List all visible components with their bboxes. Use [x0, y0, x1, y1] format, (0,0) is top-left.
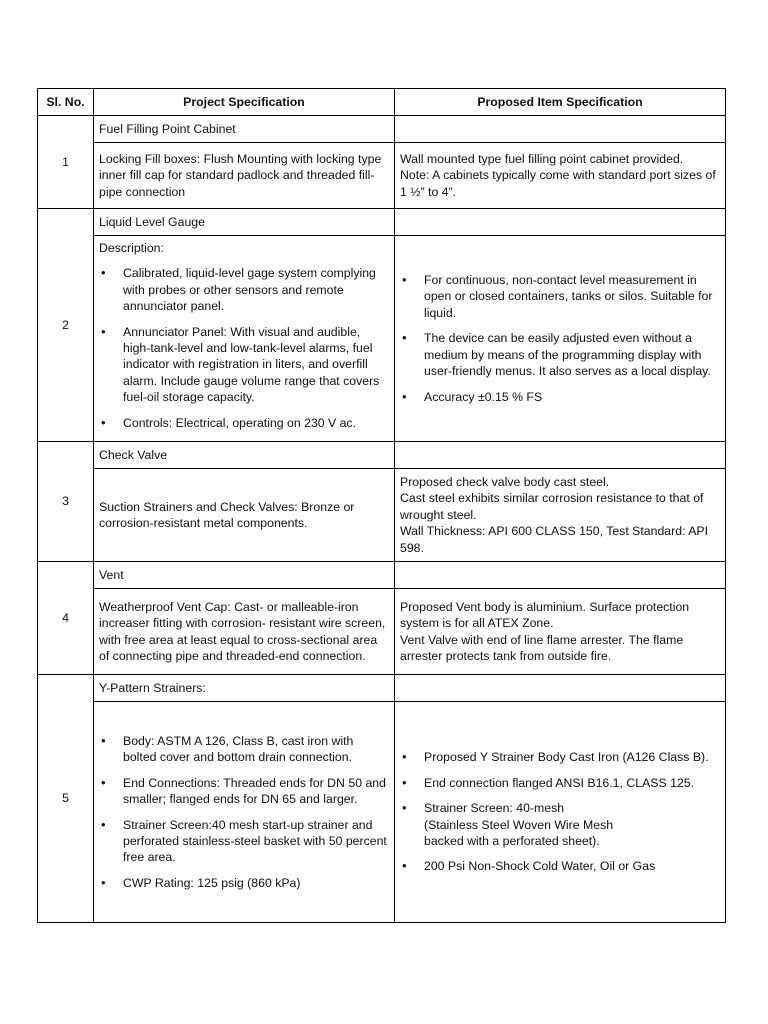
item-title: Y-Pattern Strainers: [94, 675, 395, 702]
serial-number: 5 [38, 675, 94, 923]
empty-cell [395, 116, 726, 143]
specification-table [37, 88, 726, 923]
table-row [38, 469, 726, 562]
project-specification: Suction Strainers and Check Valves: Bronze or corrosion-resistant metal components. [94, 469, 395, 562]
proposed-specification [395, 702, 726, 923]
list-item: • Annunciator Panel: With visual and audible, high-tank-level and low-tank-level alarms, fuel indicator with registration in liters, and overfill alarm. Include gauge volume range that covers fuel-oil storage capacity. [99, 324, 389, 406]
proposed-line: Wall mounted type fuel filling point cabinet provided. [400, 151, 684, 166]
empty-cell [395, 442, 726, 469]
proposed-specification [395, 589, 726, 675]
list-item: • End connection flanged ANSI B16.1, CLASS 125. [400, 775, 720, 791]
item-title: Check Valve [94, 442, 395, 469]
table-row [38, 116, 726, 143]
project-specification: Weatherproof Vent Cap: Cast- or malleable-iron increaser fitting with corrosion- resistant wire screen, with free area at least equal to cross-sectional area of connecting pipe and threaded-end connection. [94, 589, 395, 675]
table-row [38, 236, 726, 442]
proposed-line: Wall Thickness: API 600 CLASS 150, Test Standard: API 598. [400, 524, 709, 555]
list-item: • 200 Psi Non-Shock Cold Water, Oil or Gas [400, 858, 720, 874]
list-item-text: • Strainer Screen: 40-mesh [424, 801, 565, 816]
bullet-list [400, 749, 720, 874]
proposed-specification [395, 143, 726, 209]
header-project-specification: Project Specification [94, 89, 395, 116]
list-item: • Controls: Electrical, operating on 230 V ac. [99, 415, 389, 431]
empty-cell [395, 209, 726, 236]
list-item-text: backed with a perforated sheet). [424, 833, 600, 848]
proposed-line: Proposed check valve body cast steel. [400, 474, 610, 489]
proposed-line: Cast steel exhibits similar corrosion resistance to that of wrought steel. [400, 491, 704, 522]
list-item-text: (Stainless Steel Woven Wire Mesh [424, 817, 614, 832]
item-title: Vent [94, 562, 395, 589]
list-item: • Body: ASTM A 126, Class B, cast iron with bolted cover and bottom drain connection. [99, 733, 389, 766]
bullet-list [99, 265, 389, 431]
list-item: • Calibrated, liquid-level gage system complying with probes or other sensors and remote annunciator panel. [99, 265, 389, 314]
serial-number: 1 [38, 116, 94, 209]
project-specification [94, 702, 395, 923]
serial-number: 3 [38, 442, 94, 562]
list-item: • Strainer Screen:40 mesh start-up strainer and perforated stainless-steel basket with 50 percent free area. [99, 817, 389, 866]
item-title: Fuel Filling Point Cabinet [94, 116, 395, 143]
serial-number: 2 [38, 209, 94, 442]
list-item: • CWP Rating: 125 psig (860 kPa) [99, 875, 389, 891]
proposed-line: Proposed Vent body is aluminium. Surface protection system is for all ATEX Zone. [400, 599, 690, 631]
list-item [400, 800, 720, 849]
table-row [38, 702, 726, 923]
table-row [38, 143, 726, 209]
header-row [38, 89, 726, 116]
table-row [38, 209, 726, 236]
item-title: Liquid Level Gauge [94, 209, 395, 236]
table-row [38, 562, 726, 589]
table-row [38, 589, 726, 675]
proposed-line: Note: A cabinets typically come with standard port sizes of 1 ½” to 4”. [400, 168, 716, 199]
list-item: • Proposed Y Strainer Body Cast Iron (A126 Class B). [400, 749, 720, 765]
bullet-list [99, 733, 389, 891]
project-specification [94, 236, 395, 442]
proposed-line: Vent Valve with end of line flame arrester. The flame arrester protects tank from outside fire. [400, 632, 684, 663]
bullet-list [400, 272, 720, 405]
empty-cell [395, 562, 726, 589]
header-sl-no: Sl. No. [38, 89, 94, 116]
table-row [38, 442, 726, 469]
serial-number: 4 [38, 562, 94, 675]
list-item: • The device can be easily adjusted even without a medium by means of the programming display with user-friendly menus. It also serves as a local display. [400, 330, 720, 379]
proposed-specification [395, 236, 726, 442]
project-specification: Locking Fill boxes: Flush Mounting with locking type inner fill cap for standard padlock and threaded fill-pipe connection [94, 143, 395, 209]
list-item: • Accuracy ±0.15 % FS [400, 389, 720, 405]
list-item: • For continuous, non-contact level measurement in open or closed containers, tanks or silos. Suitable for liquid. [400, 272, 720, 321]
proposed-specification [395, 469, 726, 562]
header-proposed-item-specification: Proposed Item Specification [395, 89, 726, 116]
list-item: • End Connections: Threaded ends for DN 50 and smaller; flanged ends for DN 65 and larger. [99, 775, 389, 808]
empty-cell [395, 675, 726, 702]
table-row [38, 675, 726, 702]
description-label: Description: [99, 241, 164, 255]
